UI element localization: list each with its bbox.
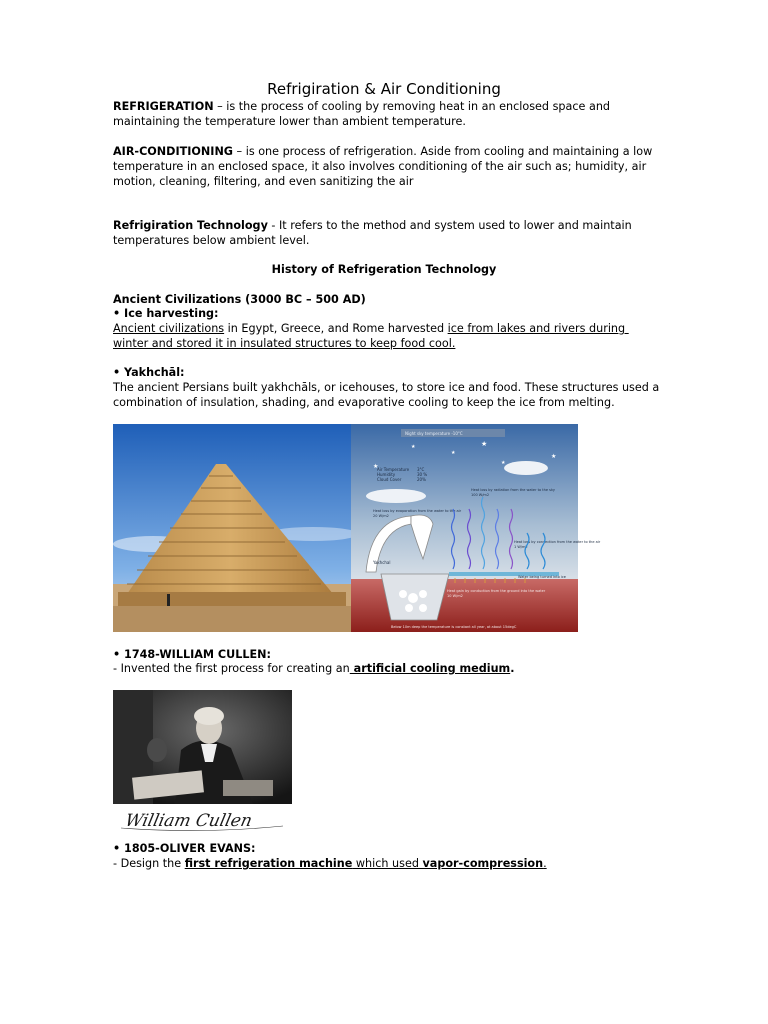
svg-text:★: ★: [411, 444, 416, 450]
svg-text:★: ★: [373, 463, 379, 470]
air-conditioning-term: AIR-CONDITIONING: [113, 145, 233, 158]
radiation-text: Heat loss by radiation from the water to the sky: [471, 488, 555, 492]
conduction-value: 10 W/m2: [447, 594, 463, 598]
evaporation-value: 20 W/m2: [373, 514, 389, 518]
ice-harvesting-bullet: • Ice harvesting:: [113, 307, 219, 320]
cullen-signature: [113, 804, 292, 834]
william-cullen-portrait: [113, 690, 292, 804]
yakhchal-photo: [113, 424, 351, 632]
cloud-value: 20%: [417, 477, 426, 482]
technology-term: Refrigiration Technology: [113, 219, 268, 232]
air-conditioning-definition-line1: [113, 144, 652, 159]
diagram-title: Night sky temperature -10°C: [405, 431, 463, 436]
yakhchal-line1: The ancient Persians built yakhchāls, or icehouses, to store ice and food. These structures used a: [113, 381, 660, 394]
ancient-heading: Ancient Civilizations (3000 BC – 500 AD): [113, 293, 366, 306]
evans-text-mid: which used: [352, 857, 423, 870]
ice-lakes-underline: ice from lakes and rivers during: [447, 322, 629, 335]
evans-heading: • 1805-OLIVER EVANS:: [113, 842, 256, 855]
yakhchal-bullet: • Yakhchāl:: [113, 366, 185, 379]
svg-text:★: ★: [501, 460, 506, 466]
evans-line: [113, 856, 547, 871]
refrigeration-term: REFRIGERATION: [113, 100, 214, 113]
history-heading: History of Refrigeration Technology: [271, 263, 497, 276]
humidity-label: Humidity: [377, 472, 396, 477]
vapor-compression-underline: vapor-compression: [422, 857, 544, 870]
technology-definition-line2: temperatures below ambient level.: [113, 234, 310, 247]
technology-text: - It refers to the method and system used to lower and maintain: [267, 219, 632, 232]
ice-harvesting-mid: in Egypt, Greece, and Rome harvested: [224, 322, 448, 335]
refrigeration-definition-line1: [113, 99, 610, 114]
air-temp-label: Air Temperature: [377, 467, 410, 472]
technology-definition-line1: [113, 218, 632, 233]
air-conditioning-text: – is one process of refrigeration. Aside from cooling and maintaining a low: [233, 145, 653, 158]
first-refrigeration-machine-underline: first refrigeration machine: [184, 857, 353, 870]
evans-text-pre: - Design the: [113, 857, 185, 870]
svg-text:★: ★: [481, 440, 488, 448]
yakhchal-label: Yakhchal: [373, 560, 391, 565]
humidity-value: 30 %: [417, 472, 428, 477]
radiation-value: 100 W/m2: [471, 493, 490, 497]
air-conditioning-definition-line2: temperature in an enclosed space, it also involves conditioning of the air such as; humidity, air: [113, 160, 647, 173]
air-temp-value: 3°C: [417, 467, 425, 472]
artificial-cooling-underline: artificial cooling medium: [349, 662, 511, 675]
diagram-footer: Below 10m deep the temperature is constant all year, at about 15degC: [391, 625, 517, 629]
refrigeration-definition-line2: maintaining the temperature lower than ambient temperature.: [113, 115, 466, 128]
ancient-civilizations-underline: Ancient civilizations: [113, 322, 225, 335]
cullen-period: .: [510, 662, 515, 675]
svg-text:William Cullen: William Cullen: [123, 811, 254, 831]
svg-text:★: ★: [551, 453, 557, 460]
refrigeration-text: – is the process of cooling by removing heat in an enclosed space and: [213, 100, 611, 113]
ice-storage-underline: winter and stored it in insulated structures to keep food cool.: [113, 337, 456, 350]
yakhchal-diagram: [351, 424, 601, 632]
yakhchal-line2: combination of insulation, shading, and evaporative cooling to keep the ice from melting.: [113, 396, 615, 409]
cloud-label: Cloud Cover: [377, 477, 402, 482]
ice-label: Water being turned into ice: [518, 575, 566, 579]
cullen-text: - Invented the first process for creating an: [113, 662, 350, 675]
page-title: Refrigiration & Air Conditioning: [267, 80, 501, 98]
convection-text: Heat loss by convection from the water to the air: [514, 540, 601, 544]
ice-harvesting-line2: [113, 336, 455, 351]
evaporation-text: Heat loss by evaporation from the water to the air: [373, 509, 462, 513]
evans-period: .: [543, 857, 547, 870]
convection-value: 1 W/m2: [514, 545, 528, 549]
air-conditioning-definition-line3: motion, cleaning, filtering, and even sanitizing the air: [113, 175, 414, 188]
cullen-line: [113, 661, 514, 676]
conduction-text: Heat gain by conduction from the ground into the water: [447, 589, 546, 593]
cullen-heading: • 1748-WILLIAM CULLEN:: [113, 648, 271, 661]
svg-text:★: ★: [451, 450, 456, 456]
ice-harvesting-line1: [113, 321, 629, 336]
